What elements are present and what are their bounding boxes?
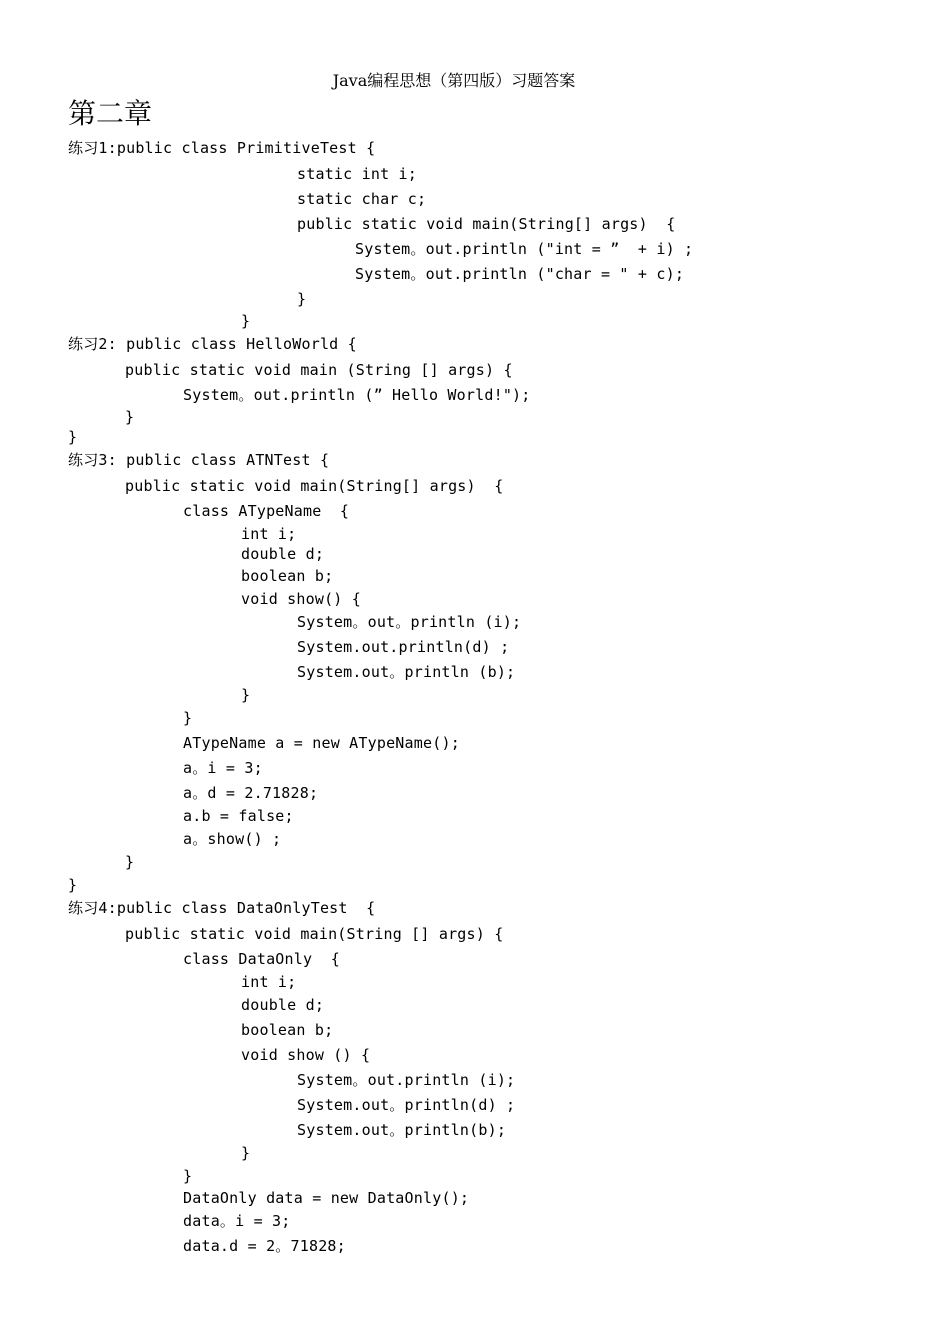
code-line: System.out.println(d) ;	[297, 638, 510, 656]
code-line: 练习1:public class PrimitiveTest {	[68, 139, 376, 157]
code-line: DataOnly data = new DataOnly();	[183, 1189, 470, 1207]
code-line: System。out.println ("char = " + c);	[355, 265, 685, 283]
code-line: System。out.println ("int = ” + i) ;	[355, 240, 694, 258]
code-line: System.out。println(b);	[297, 1121, 507, 1139]
code-line: a。d = 2.71828;	[183, 784, 319, 802]
code-line: 练习2: public class HelloWorld {	[68, 335, 357, 353]
code-line: a。i = 3;	[183, 759, 263, 777]
code-line: 练习4:public class DataOnlyTest {	[68, 899, 376, 917]
code-line: }	[125, 408, 135, 426]
code-line: a.b = false;	[183, 807, 294, 825]
code-line: }	[183, 709, 193, 727]
code-line: class DataOnly {	[183, 950, 340, 968]
code-line: data.d = 2。71828;	[183, 1237, 346, 1255]
code-line: System.out。println (b);	[297, 663, 516, 681]
code-line: double d;	[241, 996, 325, 1014]
code-line: boolean b;	[241, 1021, 334, 1039]
document-title: Java编程思想（第四版）习题答案	[332, 71, 576, 90]
code-line: }	[125, 853, 135, 871]
code-line: void show () {	[241, 1046, 371, 1064]
code-line: int i;	[241, 525, 297, 543]
code-line: void show() {	[241, 590, 361, 608]
code-line: data。i = 3;	[183, 1212, 291, 1230]
code-line: static int i;	[297, 165, 417, 183]
code-line: System。out.println (” Hello World!");	[183, 386, 531, 404]
code-line: System。out.println (i);	[297, 1071, 516, 1089]
code-line: double d;	[241, 545, 325, 563]
code-line: int i;	[241, 973, 297, 991]
code-line: System。out。println (i);	[297, 613, 522, 631]
code-line: 练习3: public class ATNTest {	[68, 451, 330, 469]
code-line: public static void main(String [] args) {	[125, 925, 504, 943]
code-line: boolean b;	[241, 567, 334, 585]
code-line: }	[68, 876, 78, 894]
code-line: }	[183, 1167, 193, 1185]
code-line: a。show() ;	[183, 830, 282, 848]
code-line: }	[241, 1144, 251, 1162]
code-line: }	[241, 312, 251, 330]
code-line: public static void main(String[] args) {	[297, 215, 676, 233]
code-line: }	[297, 290, 307, 308]
code-line: static char c;	[297, 190, 427, 208]
code-line: public static void main (String [] args) {	[125, 361, 513, 379]
code-line: }	[241, 686, 251, 704]
chapter-heading: 第二章	[68, 97, 153, 130]
code-line: class ATypeName {	[183, 502, 350, 520]
code-line: System.out。println(d) ;	[297, 1096, 516, 1114]
code-line: }	[68, 428, 78, 446]
code-line: ATypeName a = new ATypeName();	[183, 734, 460, 752]
code-line: public static void main(String[] args) {	[125, 477, 504, 495]
